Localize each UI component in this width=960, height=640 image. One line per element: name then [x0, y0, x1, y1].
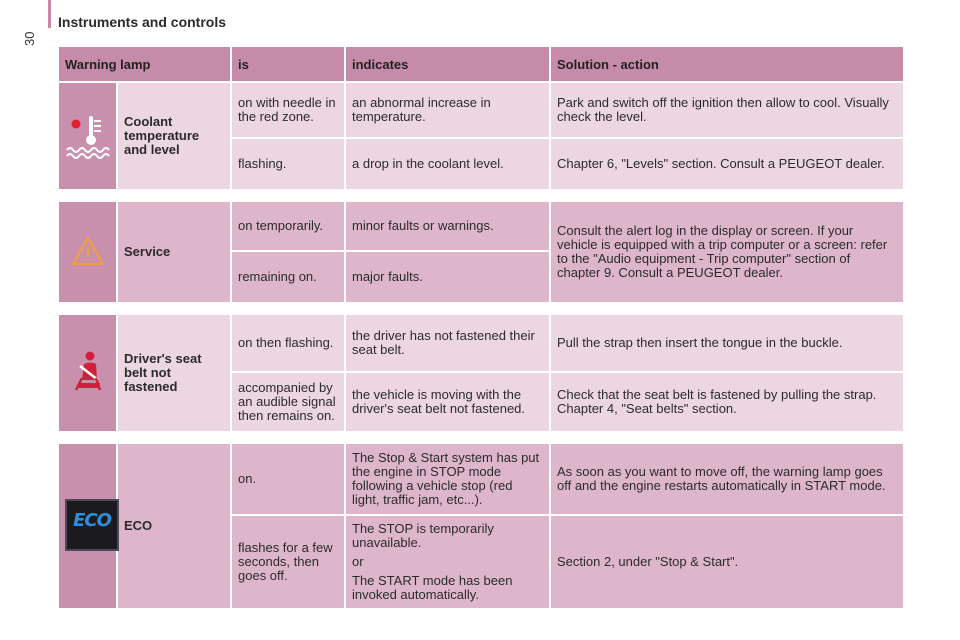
- page-number: 30: [22, 31, 37, 46]
- table-row: [59, 444, 903, 514]
- lamp-icon-cell: [59, 315, 116, 431]
- cell-is: flashing.: [232, 139, 344, 189]
- table-header-row: [59, 47, 903, 81]
- cell-is: accompanied by an audible signal then remains on.: [232, 373, 344, 431]
- page-edge-bar: [48, 0, 51, 28]
- lamp-icon-cell: [59, 444, 116, 608]
- indicates-line: or: [352, 554, 364, 569]
- eco-icon: [65, 499, 119, 551]
- warning-lamp-table: [57, 45, 905, 610]
- cell-indicates: [346, 516, 549, 608]
- service-warning-triangle-icon: [71, 235, 105, 270]
- lamp-name: Coolant temperature and level: [118, 83, 230, 189]
- cell-indicates: an abnormal increase in temperature.: [346, 83, 549, 137]
- cell-solution: Consult the alert log in the display or screen. If your vehicle is equipped with a trip computer or a screen: refer to the "Audio equipment - Trip computer" section of chapter 9. Consult a PEUGEOT dealer.: [551, 202, 903, 302]
- table-row: [59, 315, 903, 371]
- cell-solution: Park and switch off the ignition then allow to cool. Visually check the level.: [551, 83, 903, 137]
- table-row: [59, 202, 903, 250]
- cell-indicates: major faults.: [346, 252, 549, 302]
- cell-is: remaining on.: [232, 252, 344, 302]
- indicates-line: The STOP is temporarily unavailable.: [352, 521, 494, 550]
- cell-solution: As soon as you want to move off, the warning lamp goes off and the engine restarts automatically in START mode.: [551, 444, 903, 514]
- header-warning-lamp: Warning lamp: [59, 47, 230, 81]
- seat-belt-icon: [70, 350, 106, 397]
- indicates-line: The START mode has been invoked automatically.: [352, 573, 513, 602]
- lamp-icon-cell: [59, 202, 116, 302]
- cell-solution: Pull the strap then insert the tongue in the buckle.: [551, 315, 903, 371]
- header-solution: Solution - action: [551, 47, 903, 81]
- header-is: is: [232, 47, 344, 81]
- cell-is: on temporarily.: [232, 202, 344, 250]
- cell-is: on.: [232, 444, 344, 514]
- coolant-temperature-icon: [65, 110, 113, 163]
- lamp-icon-cell: [59, 83, 116, 189]
- cell-is: flashes for a few seconds, then goes off.: [232, 516, 344, 608]
- cell-solution: Check that the seat belt is fastened by pulling the strap. Chapter 4, "Seat belts" section.: [551, 373, 903, 431]
- cell-solution: Chapter 6, "Levels" section. Consult a PEUGEOT dealer.: [551, 139, 903, 189]
- header-indicates: indicates: [346, 47, 549, 81]
- eco-icon-label: ECO: [73, 509, 111, 531]
- cell-is: on then flashing.: [232, 315, 344, 371]
- cell-is: on with needle in the red zone.: [232, 83, 344, 137]
- cell-solution: Section 2, under "Stop & Start".: [551, 516, 903, 608]
- cell-indicates: a drop in the coolant level.: [346, 139, 549, 189]
- lamp-name: Driver's seat belt not fastened: [118, 315, 230, 431]
- table-row: [59, 83, 903, 137]
- cell-indicates: the driver has not fastened their seat belt.: [346, 315, 549, 371]
- page-title: Instruments and controls: [58, 14, 227, 30]
- cell-indicates: The Stop & Start system has put the engine in STOP mode following a vehicle stop (red light, traffic jam, etc...).: [346, 444, 549, 514]
- lamp-name: Service: [118, 202, 230, 302]
- lamp-name: ECO: [118, 444, 230, 608]
- cell-indicates: the vehicle is moving with the driver's seat belt not fastened.: [346, 373, 549, 431]
- cell-indicates: minor faults or warnings.: [346, 202, 549, 250]
